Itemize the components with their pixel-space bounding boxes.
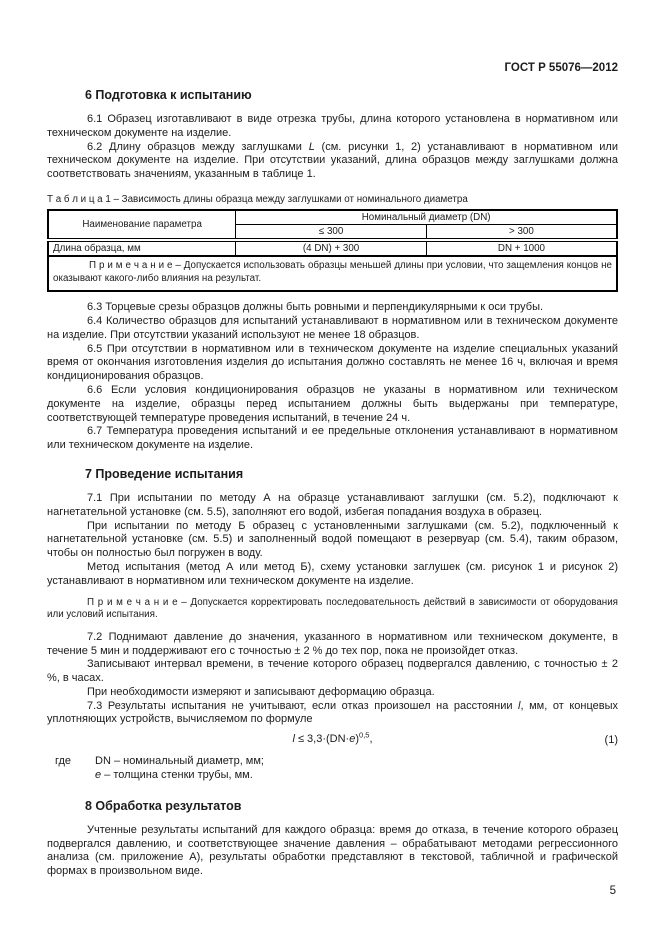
section7-note: П р и м е ч а н и е – Допускается корректировать последовательность действий в зависимости от оборудования или условий испытания.: [47, 596, 618, 621]
paragraph-7-2b: Записывают интервал времени, в течение которого образец подвергался давлению, с точностью ± 2 %, в часах.: [47, 658, 618, 685]
formula-close-paren: ): [355, 733, 360, 746]
paragraph-7-1: 7.1 При испытании по методу А на образце устанавливают заглушки (см. 5.2), подключают к нагнетательной установке (см. 5.5), заполняют его водой, избегая попадания воздуха в образец.: [47, 491, 618, 518]
formula-var-l: l: [292, 733, 295, 746]
table1-note: П р и м е ч а н и е – Допускается использовать образцы меньшей длины при условии, что защемления концов не оказывают какого-либо влияния на результат.: [53, 259, 612, 284]
where-label: где: [55, 755, 72, 768]
table1-header-dn: Номинальный диаметр (DN): [236, 210, 617, 225]
where-definitions: [95, 755, 264, 783]
formula-1: [47, 732, 618, 747]
table1-cell-le300-value: (4 DN) + 300: [236, 240, 427, 256]
paragraph-6-6: 6.6 Если условия кондиционирования образцов не указаны в нормативном или техническом документе на изделие, образцы перед испытанием должны быть выдержаны при температуре, соответствующей температуре проведения испытаний, в течение 24 ч.: [47, 383, 618, 424]
where-def-dn: DN – номинальный диаметр, мм;: [95, 755, 264, 768]
paragraph-6-5: 6.5 При отсутствии в нормативном или в техническом документе на изделие специальных указаний время от окончания изготовления изделия до испытания должно составлять не менее 16 ч, включая и время кондиционирования образцов.: [47, 342, 618, 383]
paragraph-6-2: [47, 141, 618, 182]
paragraph-7-1c: Метод испытания (метод А или метод Б), схему установки заглушек (см. рисунок 1 и рисунок 2) устанавливают в нормативном или техническом документе на изделие.: [47, 560, 618, 587]
formula-mid: ≤ 3,3·(DN·: [294, 733, 350, 746]
formula-var-e: e: [349, 733, 356, 746]
paragraph-6-3: 6.3 Торцевые срезы образцов должны быть ровными и перпендикулярными к оси трубы.: [87, 301, 544, 314]
paragraph-6-2-pre: 6.2 Длину образцов между заглушками: [87, 140, 309, 153]
paragraph-7-3-pre: 7.3 Результаты испытания не учитывают, если отказ произошел на расстоянии: [87, 699, 519, 712]
where-def-e-text: – толщина стенки трубы, мм.: [101, 769, 253, 782]
table1-note-cell: [48, 256, 617, 291]
variable-L: L: [308, 140, 315, 153]
where-var-e: e: [95, 769, 102, 782]
formula-where-block: [55, 755, 618, 783]
paragraph-8: Учтенные результаты испытаний для каждого образца: время до отказа, в течение которого образец подвергался давлению, и соответствующее значение давления – обрабатывают методами регрессионного анализа (см. приложение А), результаты обработки представляют в текстовой, табличной и графической формах в произвольном виде.: [47, 823, 618, 878]
paragraph-6-2-post: (см. рисунки 1, 2) устанавливают в нормативном или техническом документе на изделие. При отсутствии указаний, длина образцов между заглушками должна соответствовать значениям, указанным в таблице 1.: [47, 140, 618, 181]
where-def-e: [95, 769, 264, 783]
section8-heading: 8 Обработка результатов: [85, 798, 242, 813]
table-row: [48, 240, 617, 256]
formula-exponent: 0,5: [359, 730, 370, 740]
formula-comma: ,: [369, 733, 373, 746]
table-row: [48, 256, 617, 291]
paragraph-7-3-post: , мм, от концевых уплотняющих устройств, вычисляемом по формуле: [47, 699, 618, 726]
paragraph-6-7: 6.7 Температура проведения испытаний и ее предельные отклонения устанавливают в нормативном или техническом документе на изделие.: [47, 425, 618, 452]
paragraph-7-3: [47, 700, 618, 728]
paragraph-6-1: 6.1 Образец изготавливают в виде отрезка трубы, длина которого установлена в нормативном или техническом документе на изделие.: [47, 113, 618, 139]
table1-cell-param-name: Длина образца, мм: [48, 240, 236, 256]
page-number: 5: [609, 885, 616, 897]
doc-code-header: ГОСТ Р 55076—2012: [504, 62, 618, 74]
table1-caption: Т а б л и ц а 1 – Зависимость длины образца между заглушками от номинального диаметра: [47, 193, 468, 205]
table1-header-le300: ≤ 300: [236, 224, 427, 240]
table1-cell-gt300-value: DN + 1000: [426, 240, 617, 256]
paragraph-7-2: 7.2 Поднимают давление до значения, указанного в нормативном или техническом документе, в течение 5 мин и поддерживают его с точностью ± 2 % до тех пор, пока не произойдет отказ.: [47, 630, 618, 657]
paragraph-7-2c: При необходимости измеряют и записывают деформацию образца.: [87, 685, 435, 698]
section7-heading: 7 Проведение испытания: [85, 466, 244, 481]
table1: [47, 209, 618, 292]
equation-number: (1): [604, 734, 618, 747]
table1-header-gt300: > 300: [426, 224, 617, 240]
paragraph-7-1b: При испытании по методу Б образец с установленными заглушками (см. 5.2), подключенный к нагнетательной установке (см. 5.5) и заполненный водой помещают в резервуар (см. 5.4), таким образом, чтобы он полностью был погружен в воду.: [47, 519, 618, 560]
paragraph-6-4: 6.4 Количество образцов для испытаний устанавливают в нормативном или в техническом документе на изделие. При отсутствии указаний используют не менее 18 образцов.: [47, 314, 618, 341]
section6-heading: 6 Подготовка к испытанию: [85, 88, 252, 102]
variable-l: l: [518, 699, 521, 712]
table-row: [48, 210, 617, 225]
table1-header-param: Наименование параметра: [48, 210, 236, 240]
